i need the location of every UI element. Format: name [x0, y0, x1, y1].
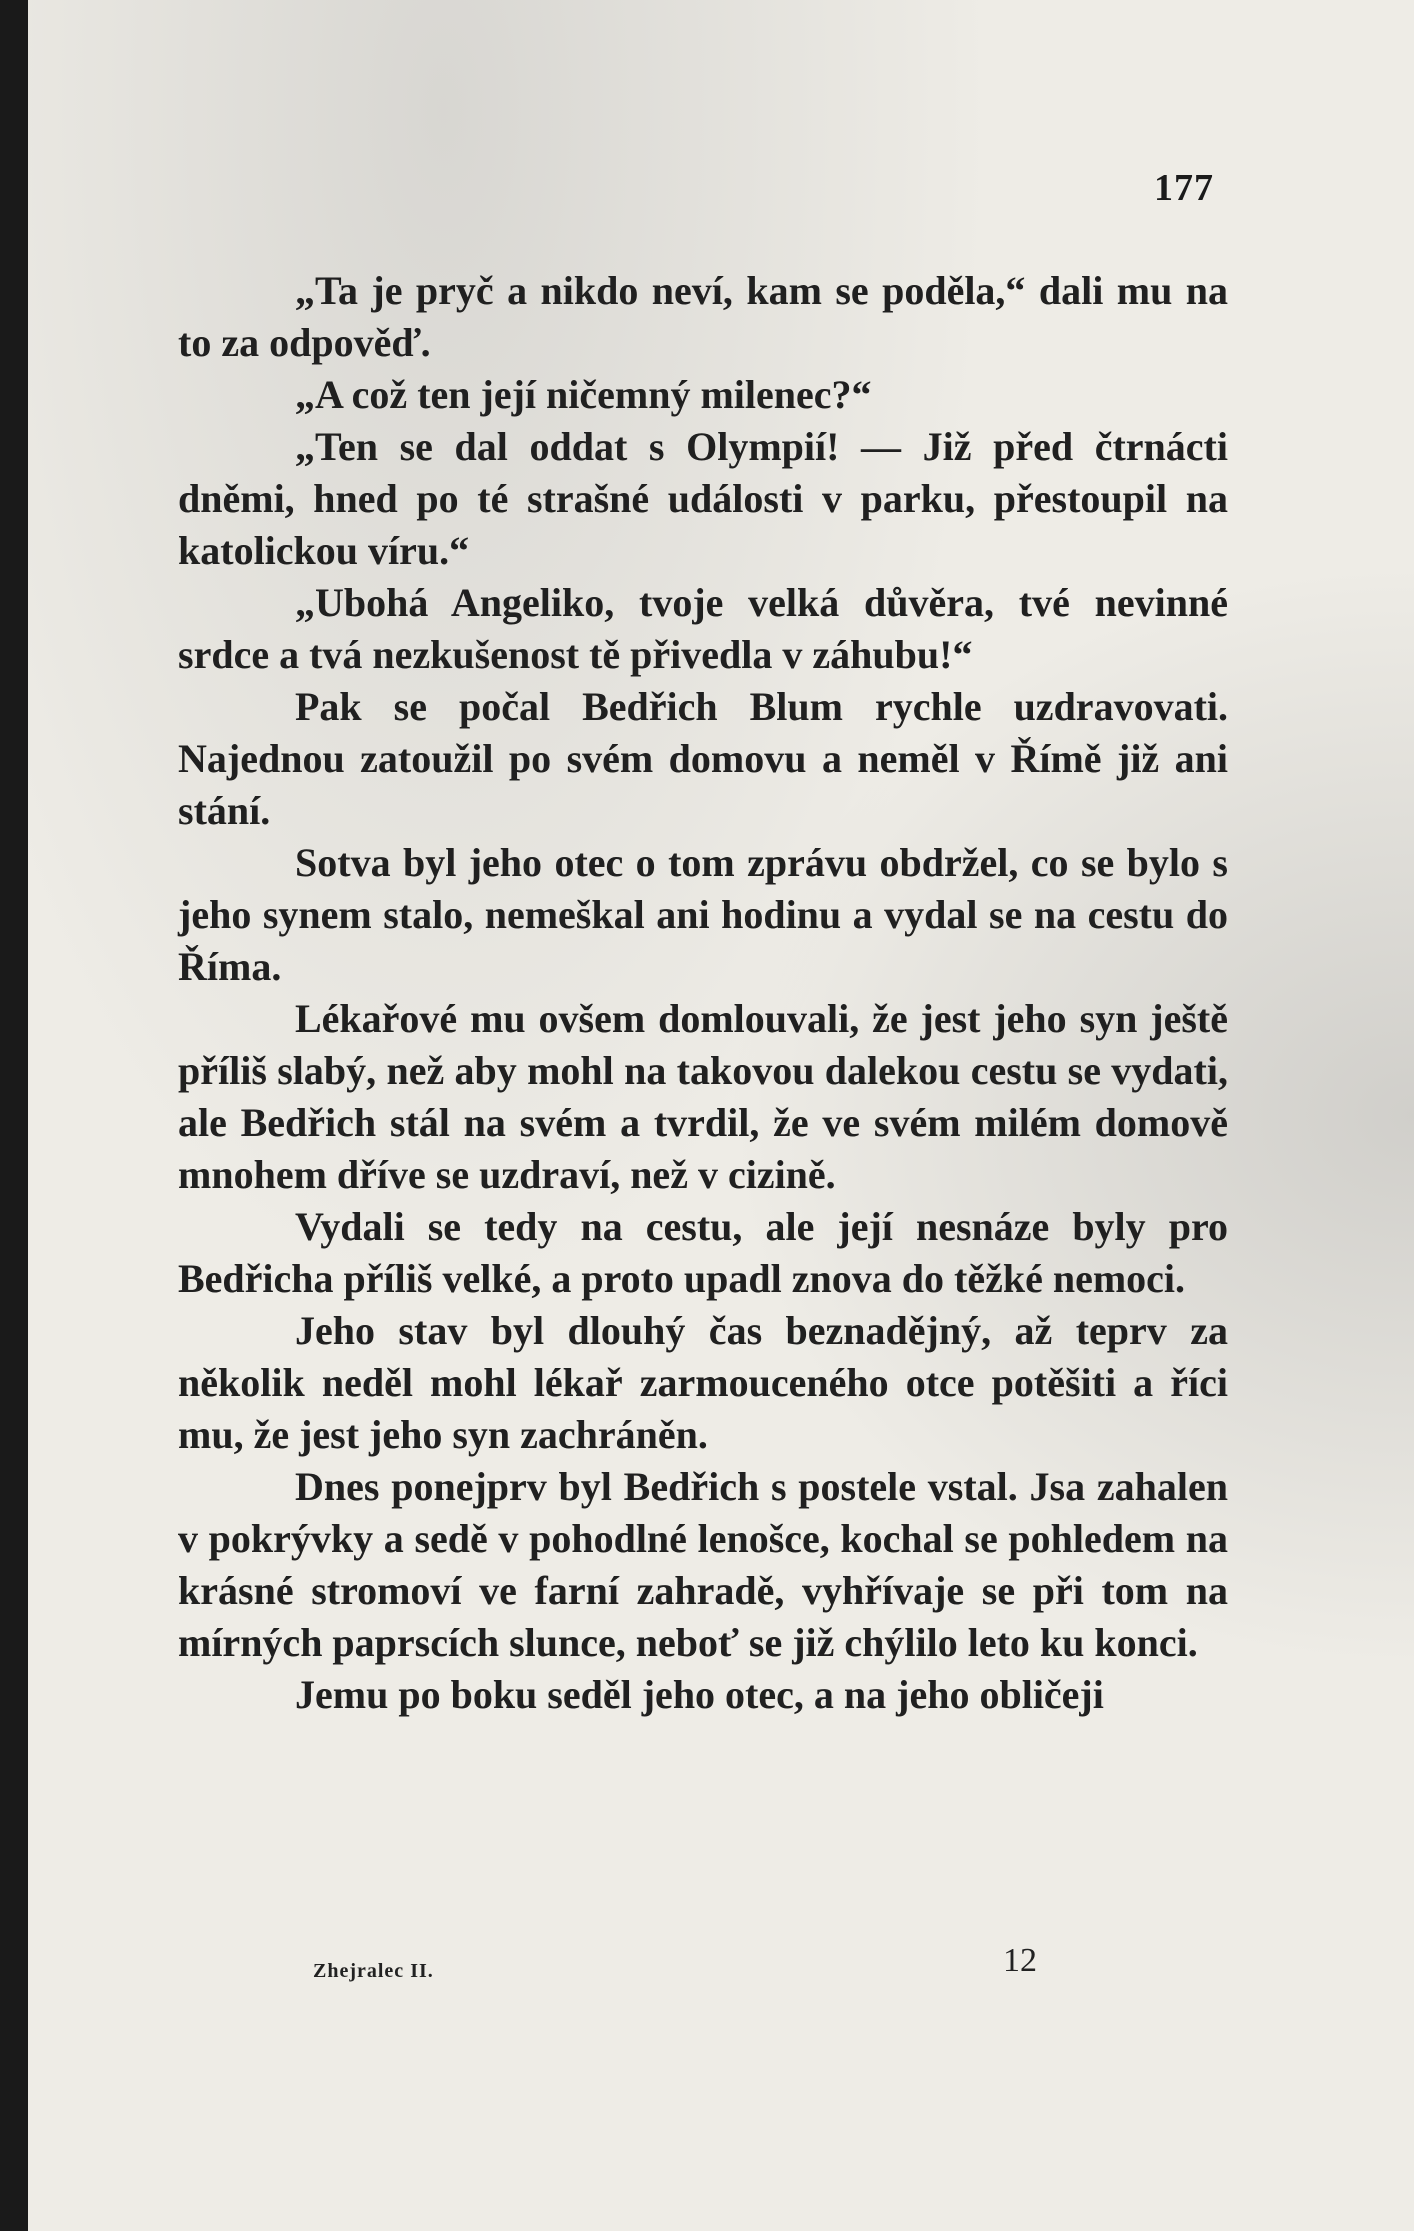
body-text: [178, 265, 1228, 1721]
paragraph: „Ten se dal oddat s Olympií! — Již před čtrnácti dněmi, hned po té strašné události v parku, přestoupil na katolickou víru.“: [178, 424, 1228, 573]
paragraph: Dnes ponejprv byl Bedřich s postele vstal. Jsa zahalen v pokrývky a sedě v pohodlné lenošce, kochal se pohledem na krásné stromoví ve farní zahradě, vyhřívaje se při tom na mírných paprscích slunce, neboť se již chýlilo leto ku konci.: [178, 1464, 1228, 1665]
sheet-number: 12: [1003, 1942, 1037, 1979]
paragraph: Lékařové mu ovšem domlouvali, že jest jeho syn ještě příliš slabý, než aby mohl na takovou dalekou cestu se vydati, ale Bedřich stál na svém a tvrdil, že ve svém milém domově mnohem dříve se uzdraví, než v cizině.: [178, 996, 1228, 1197]
paragraph: „Ta je pryč a nikdo neví, kam se poděla,“ dali mu na to za odpověď.: [178, 268, 1228, 365]
paragraph: Sotva byl jeho otec o tom zprávu obdržel, co se bylo s jeho synem stalo, nemeškal ani hodinu a vydal se na cestu do Říma.: [178, 840, 1228, 989]
page-number: 177: [1154, 167, 1214, 209]
book-page: [28, 0, 1414, 2231]
paragraph: Jeho stav byl dlouhý čas beznadějný, až teprv za několik neděl mohl lékař zarmouceného otce potěšiti a říci mu, že jest jeho syn zachráněn.: [178, 1308, 1228, 1457]
paragraph: „Ubohá Angeliko, tvoje velká důvěra, tvé nevinné srdce a tvá nezkušenost tě přivedla v záhubu!“: [178, 580, 1228, 677]
paragraph: „A což ten její ničemný milenec?“: [295, 372, 872, 417]
printer-signature: Zhejralec II.: [313, 1960, 434, 1982]
paragraph: Jemu po boku seděl jeho otec, a na jeho obličeji: [295, 1672, 1104, 1717]
paragraph: Vydali se tedy na cestu, ale její nesnáze byly pro Bedřicha příliš velké, a proto upadl znova do těžké nemoci.: [178, 1204, 1228, 1301]
paragraph: Pak se počal Bedřich Blum rychle uzdravovati. Najednou zatoužil po svém domovu a neměl v Římě již ani stání.: [178, 684, 1228, 833]
